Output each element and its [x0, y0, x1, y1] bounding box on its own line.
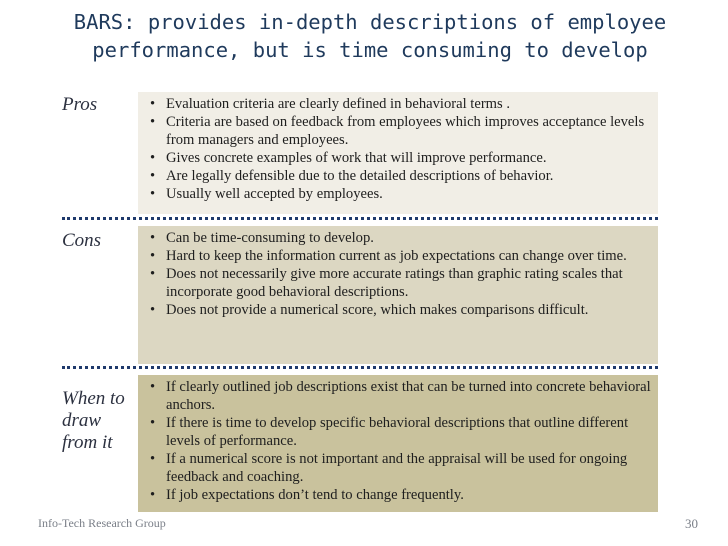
- slide-title: [60, 8, 680, 64]
- slide-title-line-2: performance, but is time consuming to develop: [92, 38, 648, 62]
- list-item: • Hard to keep the information current as job expectations can change over time.: [150, 247, 652, 265]
- list-item: • Gives concrete examples of work that will improve performance.: [150, 149, 652, 167]
- cons-label: Cons: [62, 230, 102, 251]
- list-item: • If job expectations don’t tend to change frequently.: [150, 486, 652, 504]
- pros-panel: [138, 92, 658, 214]
- pros-list: [150, 95, 652, 203]
- section-divider: [62, 366, 658, 369]
- list-item: • Are legally defensible due to the detailed descriptions of behavior.: [150, 167, 652, 185]
- list-item: • Does not necessarily give more accurate ratings than graphic rating scales that incorporate good behavioral descriptions.: [150, 265, 652, 301]
- cons-panel: [138, 226, 658, 364]
- when-to-draw-panel: [138, 375, 658, 512]
- when-to-draw-label-line: draw: [62, 410, 102, 431]
- cons-list: [150, 229, 652, 319]
- list-item: • If a numerical score is not important and the appraisal will be used for ongoing feedback and coaching.: [150, 450, 652, 486]
- list-item: • If clearly outlined job descriptions exist that can be turned into concrete behavioral anchors.: [150, 378, 652, 414]
- when-to-draw-label: [62, 388, 125, 454]
- list-item: • Evaluation criteria are clearly defined in behavioral terms .: [150, 95, 652, 113]
- page-number: 30: [685, 516, 698, 531]
- list-item: • Criteria are based on feedback from employees which improves acceptance levels from managers and employees.: [150, 113, 652, 149]
- section-divider: [62, 217, 658, 220]
- slide-title-line-1: BARS: provides in-depth descriptions of employee: [73, 10, 667, 34]
- pros-label: Pros: [62, 94, 98, 115]
- list-item: • Does not provide a numerical score, which makes comparisons difficult.: [150, 301, 652, 319]
- list-item: • Can be time-consuming to develop.: [150, 229, 652, 247]
- when-to-draw-label-line: from it: [62, 432, 113, 453]
- list-item: • Usually well accepted by employees.: [150, 185, 652, 203]
- when-to-draw-label-line: When to: [62, 388, 125, 409]
- list-item: • If there is time to develop specific behavioral descriptions that outline different levels of performance.: [150, 414, 652, 450]
- footer-organization: Info-Tech Research Group: [38, 516, 166, 530]
- when-to-draw-list: [150, 378, 652, 504]
